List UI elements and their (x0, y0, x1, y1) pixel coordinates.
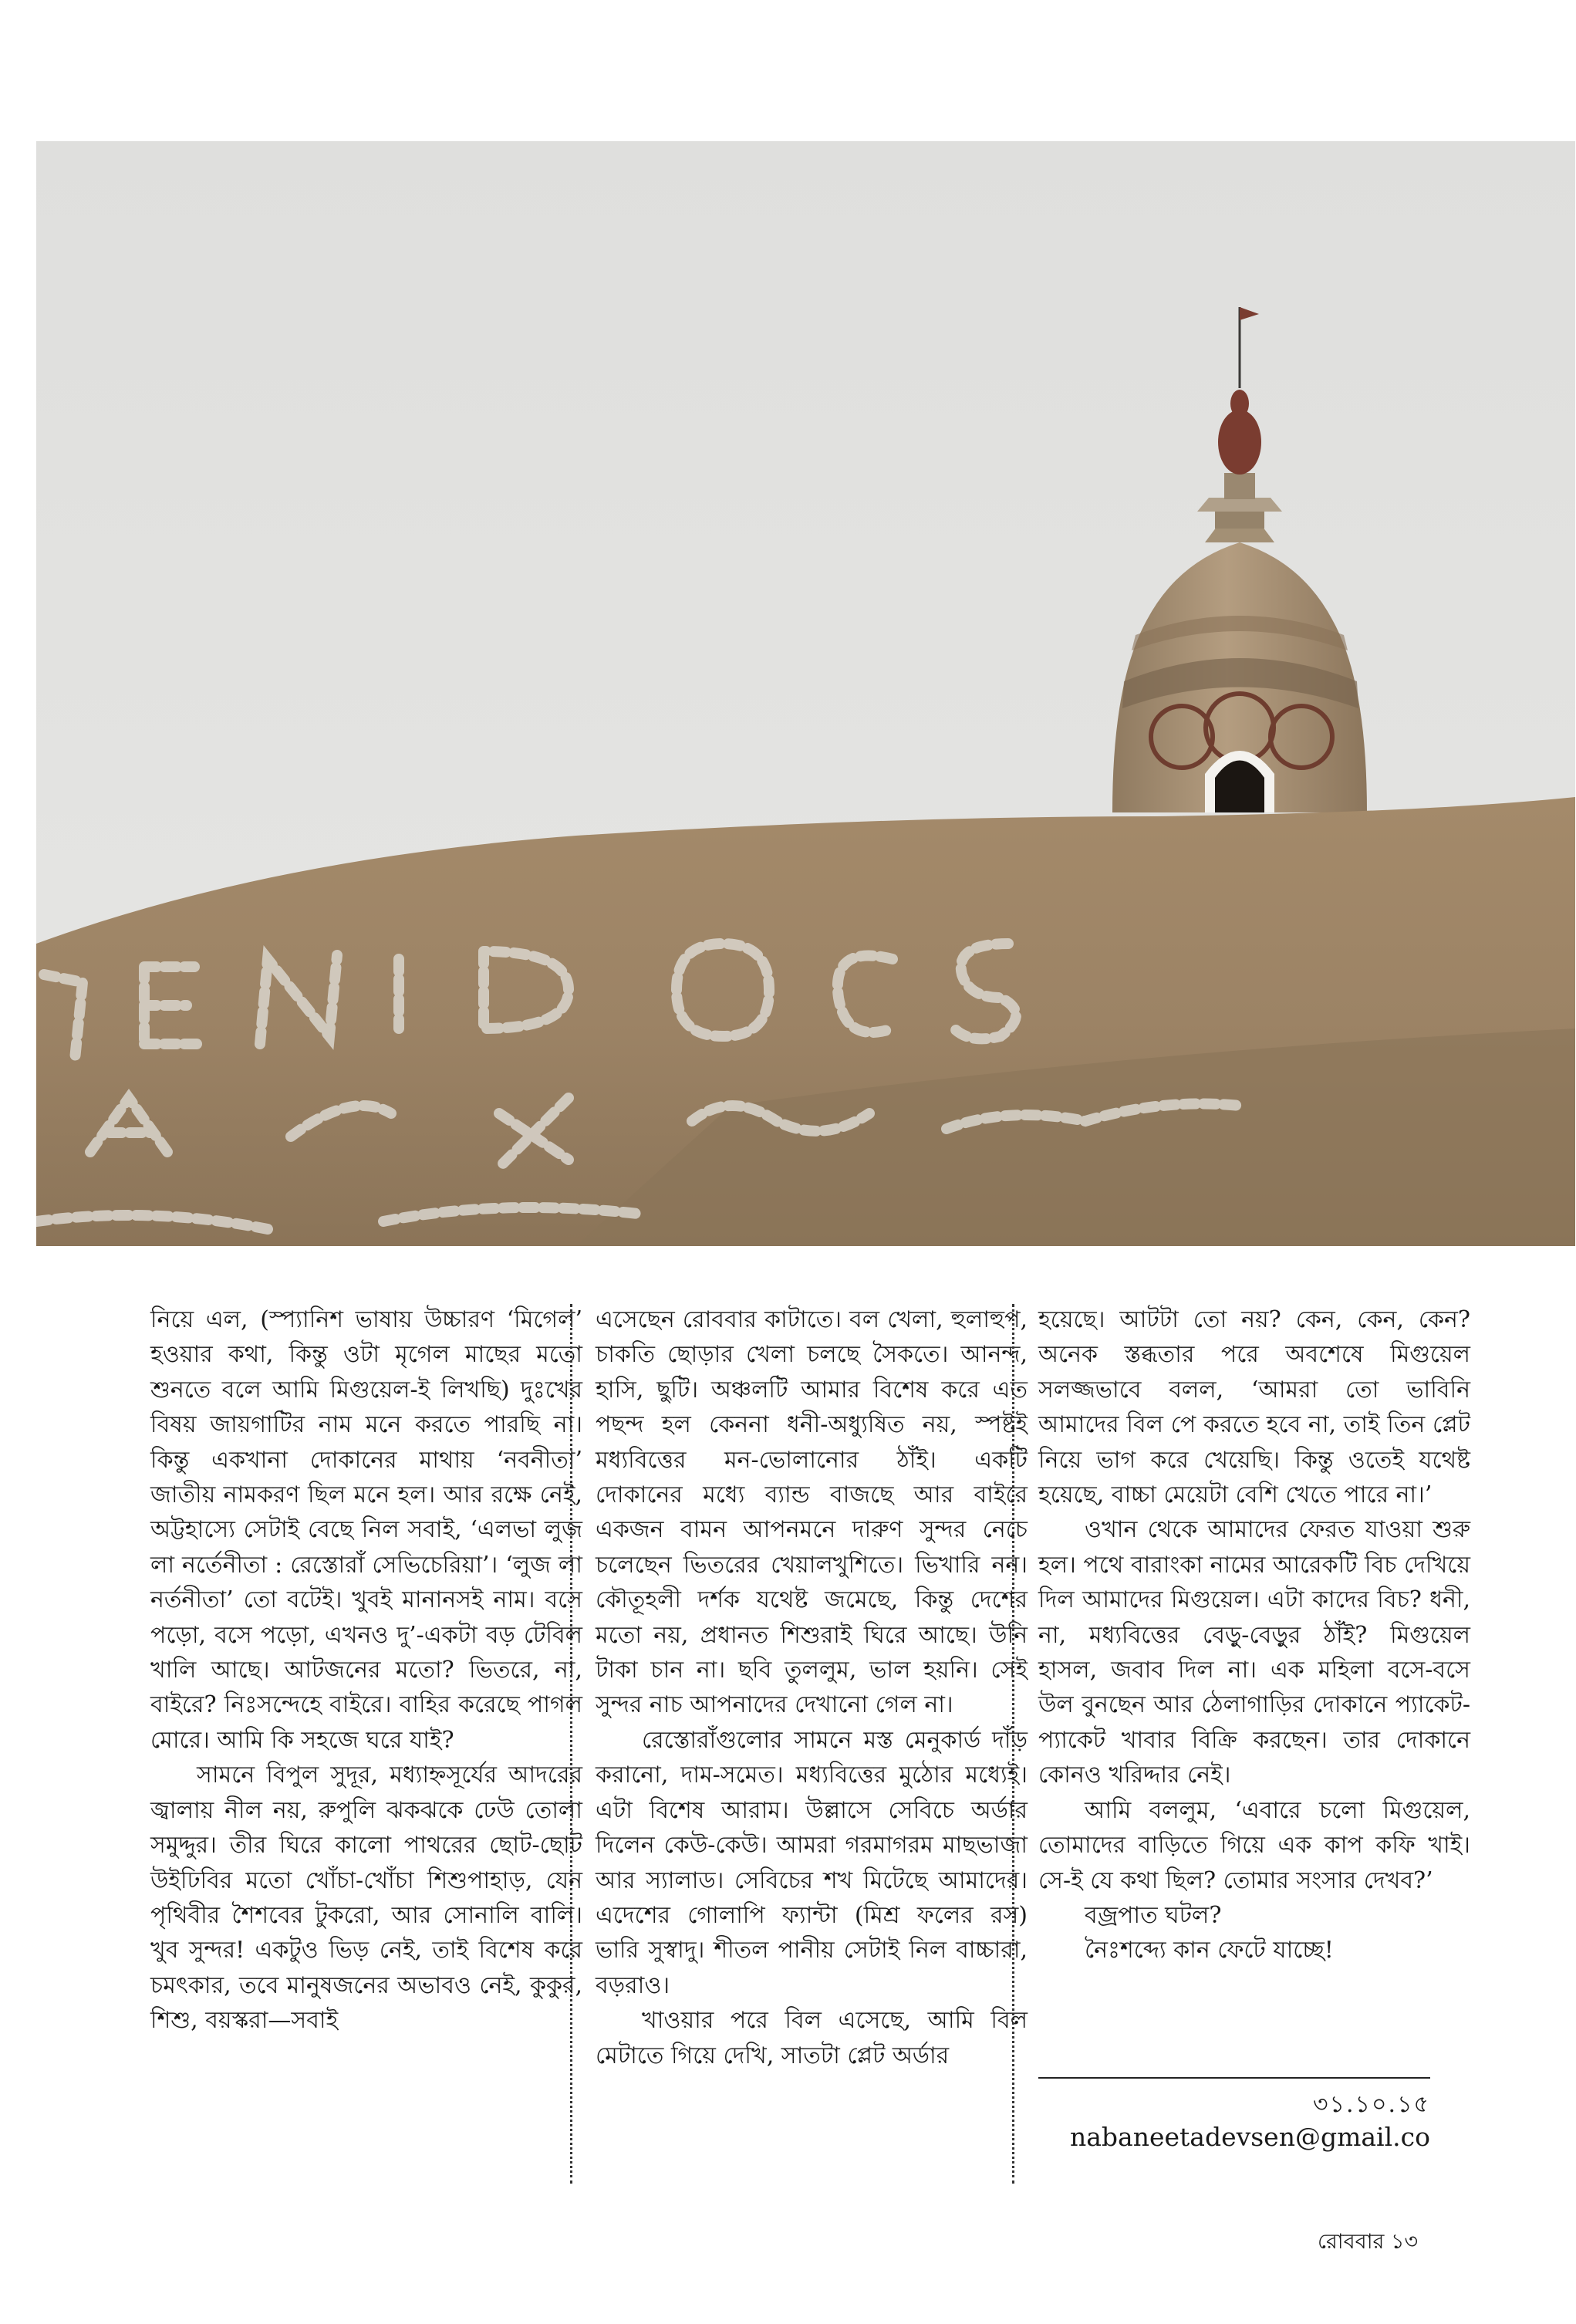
paragraph: নৈঃশব্দ্যে কান ফেটে যাচ্ছে! (1085, 1937, 1334, 1964)
signature-rule (1038, 2077, 1430, 2079)
paragraph: সামনে বিপুল সুদূর, মধ্যাহ্নসূর্যের আদরের জ্বালায় নীল নয়, রুপুলি ঝকঝকে ঢেউ তোলা সমুদ্দুর। তীর ঘিরে কালো পাথরের ছোট-ছোট উইঢিবির মতো খোঁচা-খোঁচা শিশুপাহাড়, যেন পৃথিবীর শৈশবের টুকরো, আর সোনালি বালি। খুব সুন্দর! একটুও ভিড় নেই, তাই বিশেষ করে চমৎকার, তবে মানুষজনের অভাবও নেই, কুকুর, শিশু, বয়স্করা—সবাই (150, 1762, 582, 2035)
article-column-1 (150, 1302, 582, 2039)
article-column-2 (596, 1302, 1028, 2073)
paragraph: এসেছেন রোববার কাটাতে। বল খেলা, হুলাহুপ, চাকতি ছোড়ার খেলা চলছে সৈকতে। আনন্দ, হাসি, ছুটি। অঞ্চলটি আমার বিশেষ করে এত পছন্দ হল কেননা ধনী-অধ্যুষিত নয়, স্পষ্টই মধ্যবিত্তের মন-ভোলানোর ঠাঁই। একটি দোকানের মধ্যে ব্যান্ড বাজছে আর বাইরে একজন বামন আপনমনে দারুণ সুন্দর নেচে চলেছেন ভিতরের খেয়ালখুশিতে। ভিখারি নন। কৌতূহলী দর্শক যথেষ্ট জমেছে, কিন্তু দেশের মতো নয়, প্রধানত শিশুরাই ঘিরে আছে। উনি টাকা চান না। ছবি তুললুম, ভাল হয়নি। সেই সুন্দর নাচ আপনাদের দেখানো গেল না। (596, 1306, 1028, 1719)
paragraph: হয়েছে। আটটা তো নয়? কেন, কেন, কেন? অনেক স্তব্ধতার পরে অবশেষে মিগুয়েল সলজ্জভাবে বলল, ‘আমরা তো ভাবিনি আমাদের বিল পে করতে হবে না, তাই তিন প্লেট নিয়ে ভাগ করে খেয়েছি। কিন্তু ওতেই যথেষ্ট হয়েছে, বাচ্চা মেয়েটা বেশি খেতে পারে না।’ (1038, 1306, 1470, 1509)
author-email[interactable]: nabaneetadevsen@gmail.co (1069, 2122, 1430, 2152)
page-folio: রোববার ১৩ (1318, 2230, 1419, 2254)
article-column-3 (1038, 1302, 1470, 1968)
paragraph: ওখান থেকে আমাদের ফেরত যাওয়া শুরু হল। পথে বারাংকা নামের আরেকটি বিচ দেখিয়ে দিল আমাদের মিগুয়েল। এটা কাদের বিচ? ধনী, না, মধ্যবিত্তের বেড়ু-বেড়ুর ঠাঁই? মিগুয়েল হাসল, জবাব দিল না। এক মহিলা বসে-বসে উল বুনছেন আর ঠেলাগাড়ির দোকানে প্যাকেট-প্যাকেট খাবার বিক্রি করছেন। তার দোকানে কোনও খরিদ্দার নেই। (1038, 1516, 1470, 1789)
temple-on-desert-hill-image (36, 141, 1575, 1246)
paragraph: নিয়ে এল, (স্প্যানিশ ভাষায় উচ্চারণ ‘মিগেল’ হওয়ার কথা, কিন্তু ওটা মৃগেল মাছের মতো শুনতে বলে আমি মিগুয়েল-ই লিখছি) দুঃখের বিষয় জায়গাটির নাম মনে করতে পারছি না। কিন্তু একখানা দোকানের মাথায় ‘নবনীতা’ জাতীয় নামকরণ ছিল মনে হল। আর রক্ষে নেই, অট্টহাস্যে সেটাই বেছে নিল সবাই, ‘এলভা লুজ লা নর্তেনীতা : রেস্তোরাঁ সেভিচেরিয়া’। ‘লুজ লা নর্তনীতা’ তো বটেই। খুবই মানানসই নাম। বসে পড়ো, বসে পড়ো, এখনও দু’-একটা বড় টেবিল খালি আছে। আটজনের মতো? ভিতরে, না, বাইরে? নিঃসন্দেহে বাইরে। বাহির করেছে পাগল মোরে। আমি কি সহজে ঘরে যাই? (150, 1306, 582, 1754)
paragraph: বজ্রপাত ঘটল? (1085, 1901, 1222, 1929)
paragraph: আমি বললুম, ‘এবারে চলো মিগুয়েল, তোমাদের বাড়িতে গিয়ে এক কাপ কফি খাই। সে-ই যে কথা ছিল? তোমার সংসার দেখব?’ (1038, 1796, 1470, 1894)
column-divider (570, 1304, 572, 2184)
article-date: ৩১.১০.১৫ (1313, 2091, 1430, 2118)
temple-hill-photo (36, 141, 1575, 1246)
column-divider (1012, 1304, 1014, 2184)
paragraph: রেস্তোরাঁগুলোর সামনে মস্ত মেনুকার্ড দাঁড় করানো, দাম-সমেত। মধ্যবিত্তের মুঠোর মধ্যেই। এটা বিশেষ আরাম। উল্লাসে সেবিচে অর্ডার দিলেন কেউ-কেউ। আমরা গরমাগরম মাছভাজা আর স্যালাড। সেবিচের শখ মিটেছে আমাদের। এদেশের গোলাপি ফ্যান্টা (মিশ্র ফলের রস) ভারি সুস্বাদু। শীতল পানীয় সেটাই নিল বাচ্চারা, বড়রাও। (596, 1726, 1028, 1999)
paragraph: খাওয়ার পরে বিল এসেছে, আমি বিল মেটাতে গিয়ে দেখি, সাতটা প্লেট অর্ডার (596, 2007, 1028, 2069)
